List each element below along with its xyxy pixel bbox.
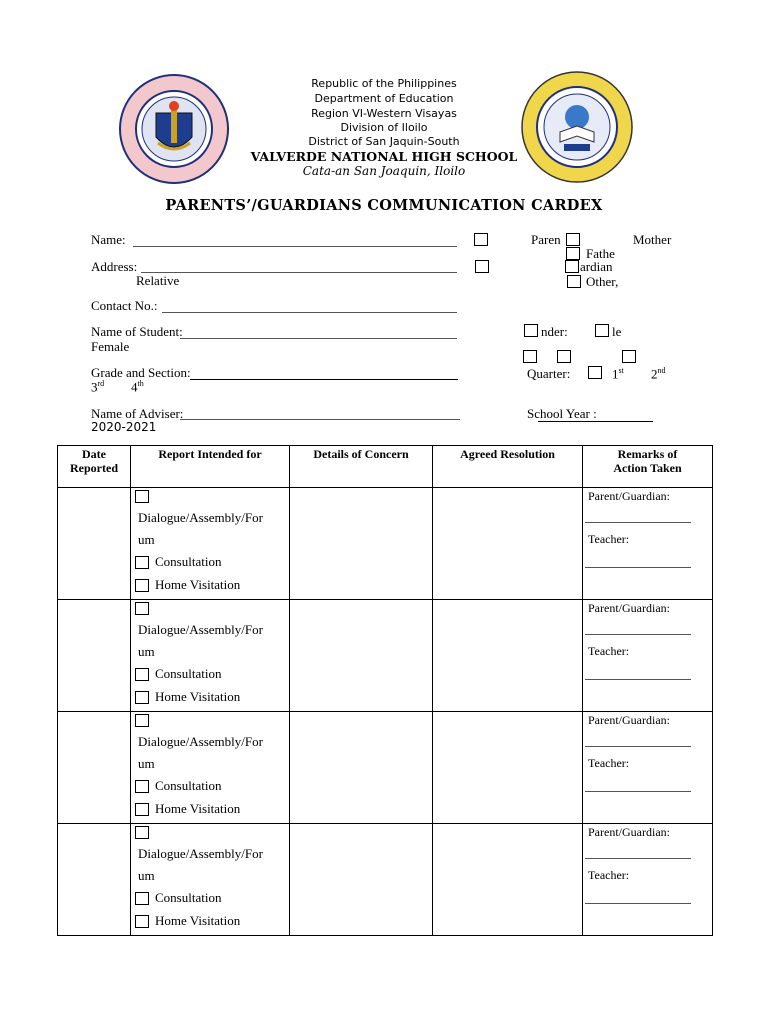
consultation-checkbox[interactable] <box>135 892 149 905</box>
dialogue-label: Dialogue/Assembly/For <box>138 846 263 861</box>
gender-label: nder: <box>541 324 568 339</box>
remarks-teacher-label: Teacher: <box>588 532 630 546</box>
resolution-cell[interactable] <box>433 712 583 824</box>
date-cell[interactable] <box>58 824 131 936</box>
remarks-parent-field[interactable] <box>585 522 691 523</box>
deped-seal-icon <box>118 73 230 185</box>
home-visitation-label: Home Visitation <box>155 913 241 928</box>
school-year-label: School Year : <box>527 406 597 421</box>
details-cell[interactable] <box>290 824 433 936</box>
consultation-label: Consultation <box>155 554 222 569</box>
contact-label: Contact No.: <box>91 298 158 313</box>
remarks-parent-field[interactable] <box>585 634 691 635</box>
name-label: Name: <box>91 232 126 247</box>
report-for-cell <box>131 712 290 824</box>
consultation-label: Consultation <box>155 778 222 793</box>
dialogue-label: Dialogue/Assembly/For <box>138 734 263 749</box>
remarks-teacher-field[interactable] <box>585 791 691 792</box>
gender-checkbox-1[interactable] <box>524 324 538 337</box>
remarks-parent-label: Parent/Guardian: <box>588 489 670 503</box>
mother-label: Mother <box>633 232 672 247</box>
father-label: Fathe <box>586 246 615 261</box>
resolution-cell[interactable] <box>433 824 583 936</box>
school-year-value: 2020-2021 <box>91 420 157 434</box>
dialogue-label-cont: um <box>138 868 155 883</box>
home-visitation-checkbox[interactable] <box>135 803 149 816</box>
remarks-teacher-label: Teacher: <box>588 868 630 882</box>
dialogue-label: Dialogue/Assembly/For <box>138 510 263 525</box>
dialogue-checkbox[interactable] <box>135 714 149 727</box>
resolution-cell[interactable] <box>433 488 583 600</box>
father-checkbox[interactable] <box>566 247 580 260</box>
table-row <box>58 600 713 712</box>
other-label: Other, <box>586 274 619 289</box>
home-visitation-checkbox[interactable] <box>135 915 149 928</box>
school-seal-icon <box>520 70 634 184</box>
guardian-label: ardian <box>580 259 613 274</box>
header-line-1: Republic of the Philippines <box>311 77 457 90</box>
date-cell[interactable] <box>58 600 131 712</box>
remarks-teacher-field[interactable] <box>585 903 691 904</box>
consultation-checkbox[interactable] <box>135 556 149 569</box>
remarks-parent-label: Parent/Guardian: <box>588 825 670 839</box>
remarks-parent-label: Parent/Guardian: <box>588 601 670 615</box>
consultation-label: Consultation <box>155 666 222 681</box>
contact-field[interactable] <box>162 312 457 313</box>
quarter-4: 4th <box>131 379 144 395</box>
quarter-2: 2nd <box>651 366 666 382</box>
header-line-2: Department of Education <box>314 92 454 105</box>
male-checkbox[interactable] <box>595 324 609 337</box>
report-for-cell <box>131 824 290 936</box>
dialogue-label-cont: um <box>138 532 155 547</box>
home-visitation-label: Home Visitation <box>155 577 241 592</box>
remarks-teacher-field[interactable] <box>585 679 691 680</box>
other-checkbox[interactable] <box>567 275 581 288</box>
address-label: Address: <box>91 259 138 274</box>
grade-label: Grade and Section: <box>91 365 191 380</box>
adviser-label: Name of Adviser: <box>91 406 184 421</box>
quarter-checkbox-b[interactable] <box>622 350 636 363</box>
header-line-3: Region VI-Western Visayas <box>311 107 457 120</box>
report-for-cell <box>131 600 290 712</box>
quarter-label: Quarter: <box>527 366 571 381</box>
report-for-cell <box>131 488 290 600</box>
parent-label: Paren <box>531 232 561 247</box>
school-name: VALVERDE NATIONAL HIGH SCHOOL <box>250 149 518 164</box>
consultation-checkbox[interactable] <box>135 780 149 793</box>
date-cell[interactable] <box>58 712 131 824</box>
date-cell[interactable] <box>58 488 131 600</box>
student-label: Name of Student: <box>91 324 183 339</box>
adviser-field[interactable] <box>180 419 460 420</box>
dialogue-checkbox[interactable] <box>135 602 149 615</box>
table-row <box>58 824 713 936</box>
table-header-row <box>58 446 713 488</box>
header-report-for: Report Intended for <box>131 446 290 488</box>
dialogue-label: Dialogue/Assembly/For <box>138 622 263 637</box>
header-line-5: District of San Jaquin-South <box>308 135 460 148</box>
student-field[interactable] <box>180 338 457 339</box>
home-visitation-checkbox[interactable] <box>135 691 149 704</box>
header-remarks: Remarks of Action Taken <box>583 446 713 488</box>
table-row <box>58 488 713 600</box>
cardex-table <box>57 445 713 936</box>
female-label: Female <box>91 339 130 354</box>
remarks-teacher-label: Teacher: <box>588 756 630 770</box>
remarks-cell <box>583 600 713 712</box>
dialogue-label-cont: um <box>138 756 155 771</box>
details-cell[interactable] <box>290 600 433 712</box>
parent-checkbox[interactable] <box>474 233 488 246</box>
remarks-cell <box>583 712 713 824</box>
header-line-4: Division of Iloilo <box>340 121 428 134</box>
male-label: le <box>612 324 622 339</box>
quarter-1-checkbox[interactable] <box>588 366 602 379</box>
quarter-1: 1st <box>612 366 624 382</box>
header-date: Date Reported <box>58 446 131 488</box>
resolution-cell[interactable] <box>433 600 583 712</box>
details-cell[interactable] <box>290 488 433 600</box>
page-title: PARENTS’/GUARDIANS COMMUNICATION CARDEX <box>165 197 603 214</box>
remarks-parent-field[interactable] <box>585 746 691 747</box>
details-cell[interactable] <box>290 712 433 824</box>
home-visitation-label: Home Visitation <box>155 689 241 704</box>
remarks-parent-label: Parent/Guardian: <box>588 713 670 727</box>
relative-label: Relative <box>136 273 180 288</box>
dialogue-checkbox[interactable] <box>135 826 149 839</box>
table-row <box>58 712 713 824</box>
school-address: Cata-an San Joaquin, Iloilo <box>302 164 466 178</box>
header-details: Details of Concern <box>290 446 433 488</box>
remarks-cell <box>583 488 713 600</box>
consultation-label: Consultation <box>155 890 222 905</box>
school-year-field[interactable] <box>538 421 653 422</box>
address-field[interactable] <box>141 272 457 273</box>
guardian-checkbox-left[interactable] <box>475 260 489 273</box>
quarter-3: 3rd <box>91 379 105 395</box>
remarks-parent-field[interactable] <box>585 858 691 859</box>
mother-checkbox[interactable] <box>566 233 580 246</box>
guardian-checkbox[interactable] <box>565 260 579 273</box>
remarks-cell <box>583 824 713 936</box>
consultation-checkbox[interactable] <box>135 668 149 681</box>
remarks-teacher-label: Teacher: <box>588 644 630 658</box>
quarter-checkbox-a[interactable] <box>557 350 571 363</box>
name-field[interactable] <box>133 246 457 247</box>
female-checkbox[interactable] <box>523 350 537 363</box>
dialogue-label-cont: um <box>138 644 155 659</box>
grade-field[interactable] <box>190 379 458 380</box>
header-resolution: Agreed Resolution <box>433 446 583 488</box>
home-visitation-checkbox[interactable] <box>135 579 149 592</box>
dialogue-checkbox[interactable] <box>135 490 149 503</box>
home-visitation-label: Home Visitation <box>155 801 241 816</box>
remarks-teacher-field[interactable] <box>585 567 691 568</box>
